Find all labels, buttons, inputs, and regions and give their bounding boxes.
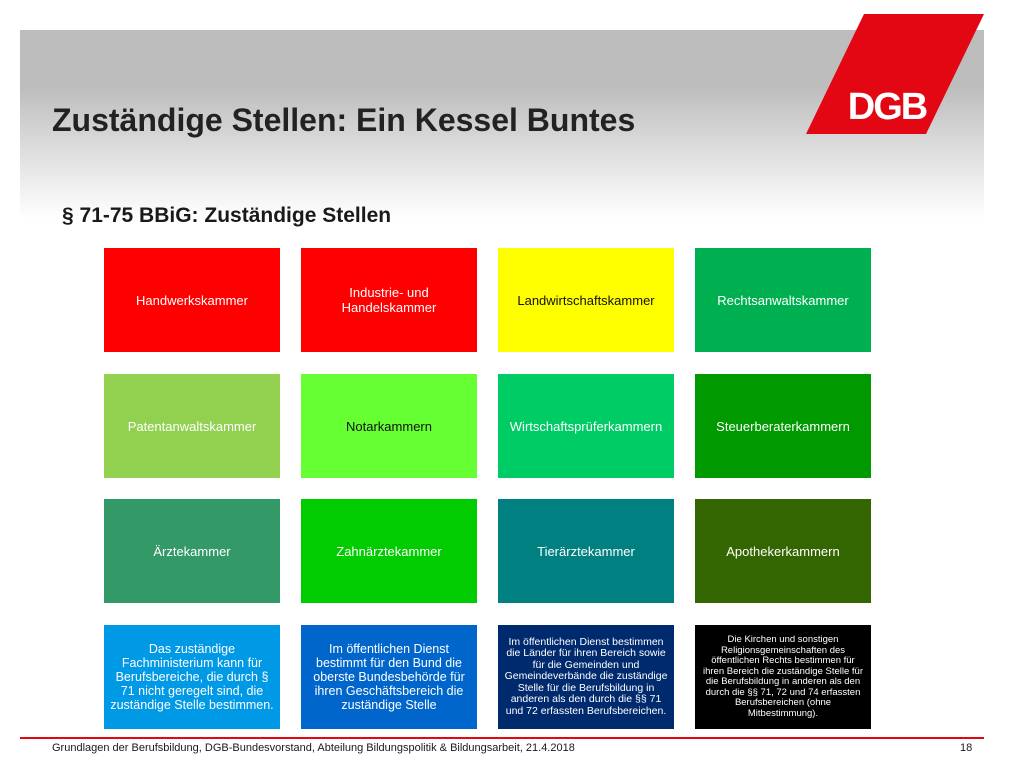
page-number: 18 (960, 742, 973, 754)
desc-text: Die Kirchen und sonstigen Religionsgemeinschaften des öffentlichen Rechts bestimmen für ihren Bereich die zuständige Stelle für die Berufsbildung in anderen als den durch die §§ 71, 72 und 74 erfassten Berufsbereichen (ohne Mitbestimmung). (702, 634, 863, 719)
tile-handwerkskammer (104, 248, 280, 352)
tile-label: Steuerberaterkammern (716, 418, 850, 434)
desc-text: Im öffentlichen Dienst bestimmen die Länder für ihren Bereich sowie für die Gemeinden und Gemeindeverbände die zuständige Stelle für die Berufsbildung in anderen als den durch die §§ 71 und 72 erfassten Berufsbereichen. (504, 635, 668, 717)
slide-subtitle: § 71-75 BBiG: Zuständige Stellen (62, 204, 392, 227)
desc-text: Das zuständige Fachministerium kann für Berufsbereiche, die durch § 71 nicht geregelt sind, die zuständige Stelle bestimmen. (110, 642, 274, 712)
tile-rechtsanwaltskammer (695, 248, 871, 352)
tile-label: Wirtschaftsprüferkammern (509, 418, 663, 434)
tile-notarkammern (301, 374, 477, 478)
tile-apothekerkammern (695, 499, 871, 603)
tile-label: Notarkammern (346, 418, 432, 434)
tile-label: Patentanwaltskammer (127, 418, 257, 434)
footer-text: Grundlagen der Berufsbildung, DGB-Bundesvorstand, Abteilung Bildungspolitik & Bildungsarbeit, 21.4.2018 (52, 742, 575, 754)
tile-aerztekammer (104, 499, 280, 603)
desc-text: Im öffentlichen Dienst bestimmt für den Bund die oberste Bundesbehörde für ihren Geschäftsbereich die zuständige Stelle (313, 642, 465, 712)
tile-patentanwaltskammer (104, 374, 280, 478)
desc-bund (301, 625, 477, 729)
desc-fachministerium (104, 625, 280, 729)
tile-label: Industrie- und Handelskammer (341, 285, 437, 315)
tile-label: Ärztekammer (153, 543, 231, 559)
tile-label: Landwirtschaftskammer (517, 292, 655, 308)
tile-label: Rechtsanwaltskammer (717, 292, 849, 308)
tile-landwirtschaftskammer (498, 248, 674, 352)
footer-divider (20, 737, 984, 739)
slide-title: Zuständige Stellen: Ein Kessel Buntes (52, 102, 636, 138)
tile-wirtschaftsprueferkammern (498, 374, 674, 478)
tile-label: Apothekerkammern (726, 543, 840, 559)
desc-kirchen (695, 625, 871, 729)
tile-label: Handwerkskammer (136, 292, 248, 308)
tile-label: Tierärztekammer (537, 543, 635, 559)
dgb-logo-text: DGB (847, 86, 927, 128)
tile-tieraerztekammer (498, 499, 674, 603)
tile-label: Zahnärztekammer (336, 543, 442, 559)
tile-steuerberaterkammern (695, 374, 871, 478)
desc-laender (498, 625, 674, 729)
tile-zahnaerztekammer (301, 499, 477, 603)
tile-ihk (301, 248, 477, 352)
